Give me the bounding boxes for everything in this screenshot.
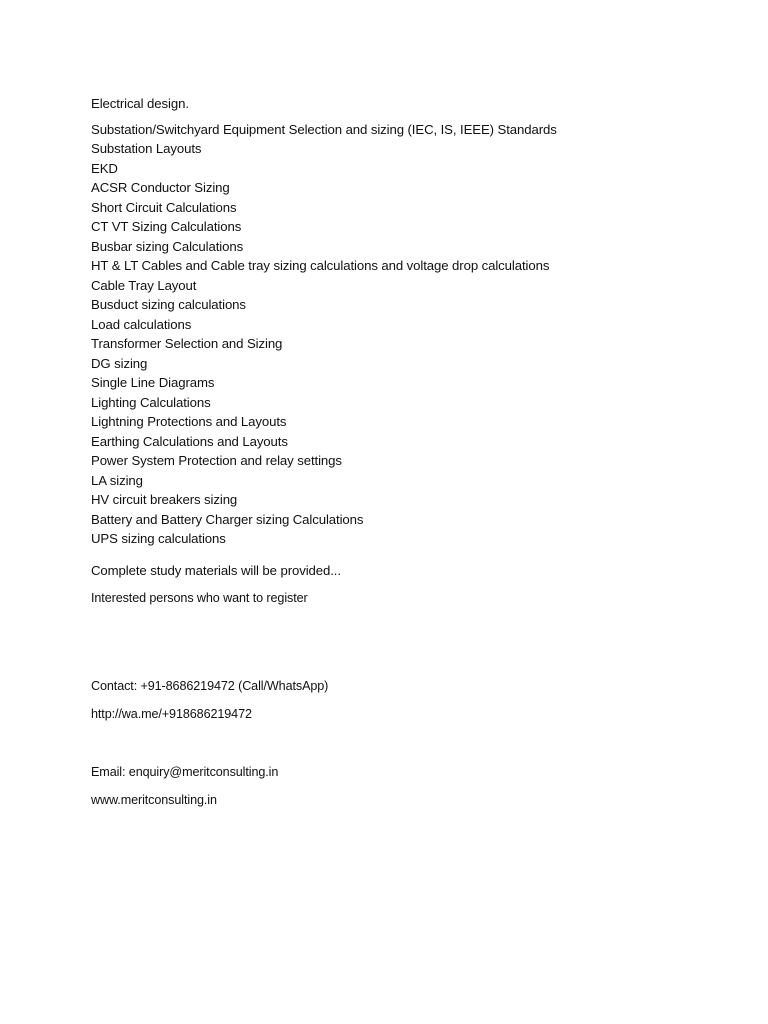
topic-item: Cable Tray Layout [91,277,197,293]
topic-item: LA sizing [91,472,143,488]
register-interest-text: Interested persons who want to register [91,591,308,605]
topic-item: Substation/Switchyard Equipment Selection and sizing (IEC, IS, IEEE) Standards [91,121,557,137]
topic-item: Busduct sizing calculations [91,297,246,312]
topic-item: Substation Layouts [91,141,202,156]
topic-item: Load calculations [91,316,192,332]
study-materials-text: Complete study materials will be provided... [91,562,341,578]
topic-item: DG sizing [91,355,148,371]
topic-item: CT VT Sizing Calculations [91,219,242,234]
website-link[interactable]: www.meritconsulting.in [91,793,217,807]
topic-item: UPS sizing calculations [91,531,226,546]
topic-item: HV circuit breakers sizing [91,492,238,507]
contact-email[interactable]: Email: enquiry@meritconsulting.in [91,764,279,779]
topic-list [91,120,731,549]
topic-item: Busbar sizing Calculations [91,238,244,254]
topic-item: Earthing Calculations and Layouts [91,433,288,449]
topic-item: Single Line Diagrams [91,375,215,390]
contact-phone: Contact: +91-8686219472 (Call/WhatsApp) [91,678,329,693]
topic-item: Lightning Protections and Layouts [91,414,287,429]
document-heading: Electrical design. [91,96,189,111]
topic-item: Power System Protection and relay settings [91,453,342,468]
topic-item: Transformer Selection and Sizing [91,336,283,351]
topic-item: Battery and Battery Charger sizing Calculations [91,511,364,527]
whatsapp-link[interactable]: http://wa.me/+918686219472 [91,707,252,721]
topic-item: ACSR Conductor Sizing [91,180,230,195]
topic-item: Short Circuit Calculations [91,199,237,215]
document-content [91,94,731,811]
topic-item: Lighting Calculations [91,394,211,410]
topic-item: EKD [91,160,118,176]
topic-item: HT & LT Cables and Cable tray sizing calculations and voltage drop calculations [91,258,550,273]
